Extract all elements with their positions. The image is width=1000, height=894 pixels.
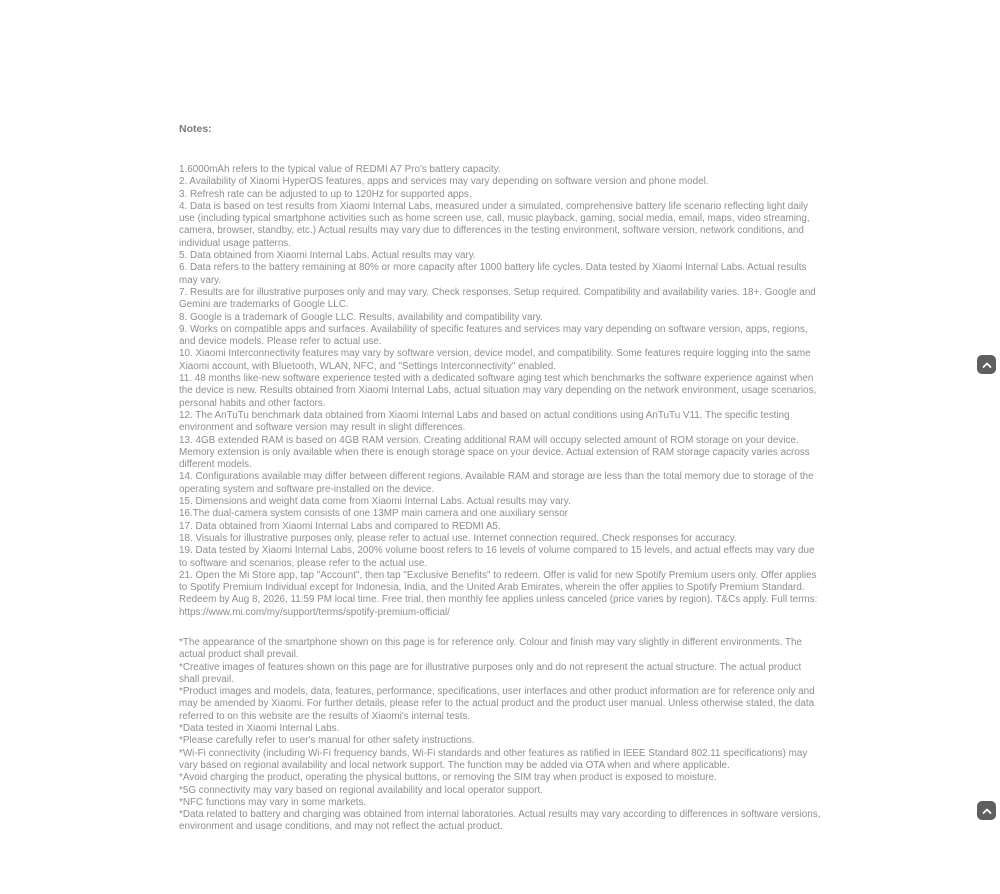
scroll-to-top-button[interactable] bbox=[977, 355, 996, 374]
disclaimer-item: *Creative images of features shown on this page are for illustrative purposes only and do not represent the actual structure. The actual product shall prevail. bbox=[179, 661, 802, 685]
note-item: 17. Data obtained from Xiaomi Internal Labs and compared to REDMI A5. bbox=[179, 520, 501, 532]
notes-list bbox=[179, 164, 824, 619]
note-item: 21. Open the Mi Store app, tap "Account", then tap "Exclusive Benefits" to redeem. Offer is valid for new Spotify Premium users only. Offer applies to Spotify Premium Individual except for Indonesia, India, and the United Arab Emirates, wherein the offer applies to Spotify Premium Standard. Redeem by Aug 8, 2026, 11:59 PM local time. Free trial, then monthly fee applies unless canceled (price varies by region). T&Cs apply. Full terms: https://www.mi.com/my/support/terms/spotify-premium-official/ bbox=[179, 569, 818, 618]
disclaimer-item: *Data tested in Xiaomi Internal Labs. bbox=[179, 723, 340, 735]
disclaimer-item: *Wi-Fi connectivity (including Wi-Fi frequency bands, Wi-Fi standards and other features as ratified in IEEE Standard 802.11 specifications) may vary based on regional availability and local network support. The function may be added via OTA when and where applicable. bbox=[179, 747, 808, 771]
note-item: 6. Data refers to the battery remaining at 80% or more capacity after 1000 battery life cycles. Data tested by Xiaomi Internal Labs. Actual results may vary. bbox=[179, 262, 807, 286]
chevron-up-icon bbox=[981, 359, 993, 371]
note-item: 18. Visuals for illustrative purposes only, please refer to actual use. Internet connection required. Check responses for accuracy. bbox=[179, 532, 737, 544]
note-item: 19. Data tested by Xiaomi Internal Labs, 200% volume boost refers to 16 levels of volume compared to 15 levels, and actual effects may vary due to software and scenarios, please refer to the actual use. bbox=[179, 545, 815, 569]
disclaimer-item: *Data related to battery and charging was obtained from internal laboratories. Actual results may vary according to differences in software versions, environment and usage conditions, and may not reflect the actual product. bbox=[179, 809, 821, 833]
note-item: 7. Results are for illustrative purposes only and may vary. Check responses. Setup required. Compatibility and availability varies. 18+. Google and Gemini are trademarks of Google LLC. bbox=[179, 286, 816, 311]
note-item: 13. 4GB extended RAM is based on 4GB RAM version. Creating additional RAM will occupy selected amount of ROM storage on your device. Memory extension is only available when there is enough storage space on your device. Actual extension of RAM storage capacity varies across different models. bbox=[179, 434, 810, 471]
note-item: 15. Dimensions and weight data come from Xiaomi Internal Labs. Actual results may vary. bbox=[179, 496, 571, 508]
note-item: 3. Refresh rate can be adjusted to up to 120Hz for supported apps. bbox=[179, 188, 472, 200]
disclaimer-list bbox=[179, 637, 824, 834]
note-item: 16.The dual-camera system consists of one 13MP main camera and one auxiliary sensor bbox=[179, 508, 568, 520]
note-item: 8. Google is a trademark of Google LLC. Results, availability and compatibility vary. bbox=[179, 311, 543, 323]
disclaimer-item: *NFC functions may vary in some markets. bbox=[179, 796, 367, 808]
note-item: 2. Availability of Xiaomi HyperOS features, apps and services may vary depending on software version and phone model. bbox=[179, 176, 709, 188]
notes-title: Notes: bbox=[179, 123, 212, 135]
note-item: 11. 48 months like-new software experience tested with a dedicated software aging test which benchmarks the software experience against when the device is new. Results obtained from Xiaomi Internal Labs, actual situation may vary depending on the network environment, usage scenarios, personal habits and other factors. bbox=[179, 373, 817, 409]
disclaimer-item: *The appearance of the smartphone shown on this page is for reference only. Colour and finish may vary slightly in different environments. The actual product shall prevail. bbox=[179, 636, 803, 661]
note-item: 1.6000mAh refers to the typical value of REDMI A7 Pro's battery capacity. bbox=[179, 164, 501, 175]
note-item: 9. Works on compatible apps and surfaces. Availability of specific features and services may vary depending on software version, apps, regions, and device models. Please refer to actual use. bbox=[179, 323, 808, 348]
note-item: 14. Configurations available may differ between different regions. Available RAM and storage are less than the total memory due to storage of the operating system and software pre-installed on the device. bbox=[179, 471, 814, 495]
scroll-to-top-button[interactable] bbox=[977, 801, 996, 820]
notes-section bbox=[179, 122, 824, 834]
note-item: 12. The AnTuTu benchmark data obtained from Xiaomi Internal Labs and based on actual conditions using AnTuTu V11. The specific testing environment and software version may result in slight differences. bbox=[179, 409, 790, 434]
chevron-up-icon bbox=[981, 805, 993, 817]
disclaimer-item: *Avoid charging the product, operating the physical buttons, or removing the SIM tray when product is exposed to moisture. bbox=[179, 772, 717, 784]
disclaimer-item: *5G connectivity may vary based on regional availability and local operator support. bbox=[179, 784, 543, 796]
note-item: 5. Data obtained from Xiaomi Internal Labs. Actual results may vary. bbox=[179, 250, 476, 262]
disclaimer-item: *Product images and models, data, features, performance, specifications, user interfaces and other product information are for reference only and may be amended by Xiaomi. For further details, please refer to the actual product and the product user manual. Unless otherwise stated, the data referred to on this website are the results of Xiaomi's internal tests. bbox=[179, 686, 815, 722]
note-item: 4. Data is based on test results from Xiaomi Internal Labs, measured under a simulated, comprehensive battery life scenario reflecting light daily use (including typical smartphone activities such as home screen use, call, music playback, gaming, social media, email, maps, video streaming, camera, browser, standby, etc.) Actual results may vary due to differences in the testing environment, software version, network conditions, and individual usage patterns. bbox=[179, 200, 810, 249]
disclaimer-item: *Please carefully refer to user's manual for other safety instructions. bbox=[179, 735, 475, 747]
note-item: 10. Xiaomi Interconnectivity features may vary by software version, device model, and compatibility. Some features require logging into the same Xiaomi account, with Bluetooth, WLAN, NFC, and "Settings Interconnectivity" enabled. bbox=[179, 348, 811, 372]
